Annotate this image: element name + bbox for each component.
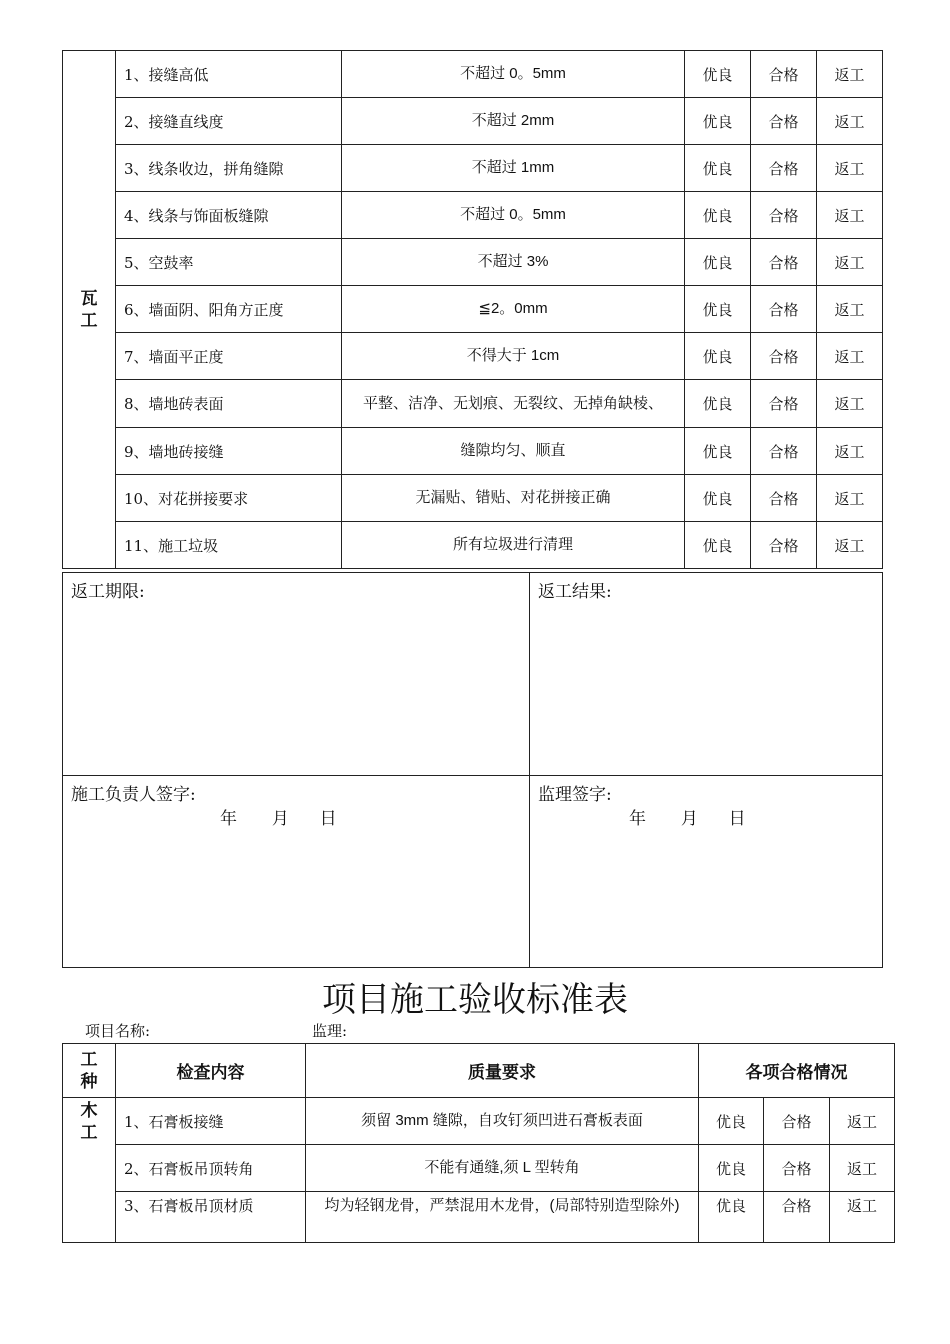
check-item: 6、墙面阴、阳角方正度 xyxy=(116,286,342,333)
quality-requirement: 不超过 3% xyxy=(342,239,685,286)
grade-rework[interactable]: 返工 xyxy=(830,1098,895,1145)
table-row xyxy=(63,98,883,145)
grade-rework[interactable]: 返工 xyxy=(817,428,883,475)
table-row xyxy=(63,333,883,380)
grade-excellent[interactable]: 优良 xyxy=(699,1192,764,1243)
construction-date xyxy=(220,804,337,829)
day-label: 日 xyxy=(319,809,337,829)
trade-label: 木工 xyxy=(63,1098,116,1243)
check-item: 3、线条收边，拼角缝隙 xyxy=(116,145,342,192)
grade-excellent[interactable]: 优良 xyxy=(699,1098,764,1145)
table-row xyxy=(63,475,883,522)
grade-rework[interactable]: 返工 xyxy=(830,1145,895,1192)
quality-requirement: 无漏贴、错贴、对花拼接正确 xyxy=(342,475,685,522)
year-label: 年 xyxy=(629,809,646,829)
check-item: 10、对花拼接要求 xyxy=(116,475,342,522)
grade-rework[interactable]: 返工 xyxy=(817,98,883,145)
header-quality: 质量要求 xyxy=(306,1044,699,1098)
grade-excellent[interactable]: 优良 xyxy=(685,51,751,98)
check-item: 7、墙面平正度 xyxy=(116,333,342,380)
rework-deadline-label: 返工期限: xyxy=(63,573,530,776)
supervisor-sign-cell xyxy=(530,776,883,968)
construction-sign-cell xyxy=(63,776,530,968)
header-status: 各项合格情况 xyxy=(699,1044,895,1098)
table-row xyxy=(63,1145,895,1192)
quality-requirement: 不能有通缝,须 L 型转角 xyxy=(306,1145,699,1192)
quality-requirement: 均为轻钢龙骨，严禁混用木龙骨，(局部特别造型除外) xyxy=(306,1192,699,1243)
table-row xyxy=(63,1098,895,1145)
grade-rework[interactable]: 返工 xyxy=(817,333,883,380)
header-content: 检查内容 xyxy=(116,1044,306,1098)
month-label: 月 xyxy=(271,809,289,829)
quality-requirement: 不超过 2mm xyxy=(342,98,685,145)
grade-excellent[interactable]: 优良 xyxy=(685,380,751,428)
check-item: 2、接缝直线度 xyxy=(116,98,342,145)
table-row xyxy=(63,380,883,428)
trade-label: 瓦工 xyxy=(63,51,116,569)
grade-excellent[interactable]: 优良 xyxy=(685,286,751,333)
grade-pass[interactable]: 合格 xyxy=(751,192,817,239)
table-row xyxy=(63,522,883,569)
quality-requirement: 所有垃圾进行清理 xyxy=(342,522,685,569)
check-item: 11、施工垃圾 xyxy=(116,522,342,569)
supervisor-sign-label: 监理签字: xyxy=(538,785,612,805)
grade-pass[interactable]: 合格 xyxy=(751,333,817,380)
grade-excellent[interactable]: 优良 xyxy=(685,333,751,380)
grade-rework[interactable]: 返工 xyxy=(817,522,883,569)
grade-excellent[interactable]: 优良 xyxy=(685,98,751,145)
grade-rework[interactable]: 返工 xyxy=(817,286,883,333)
supervisor-date xyxy=(629,804,746,829)
grade-rework[interactable]: 返工 xyxy=(817,239,883,286)
grade-pass[interactable]: 合格 xyxy=(751,380,817,428)
grade-rework[interactable]: 返工 xyxy=(817,145,883,192)
check-item: 9、墙地砖接缝 xyxy=(116,428,342,475)
grade-rework[interactable]: 返工 xyxy=(830,1192,895,1243)
grade-rework[interactable]: 返工 xyxy=(817,475,883,522)
check-item: 1、石膏板接缝 xyxy=(116,1098,306,1145)
check-item: 3、石膏板吊顶材质 xyxy=(116,1192,306,1243)
grade-pass[interactable]: 合格 xyxy=(751,239,817,286)
grade-excellent[interactable]: 优良 xyxy=(685,428,751,475)
quality-requirement: 不得大于 1cm xyxy=(342,333,685,380)
grade-pass[interactable]: 合格 xyxy=(751,51,817,98)
table-row xyxy=(63,286,883,333)
quality-requirement: 须留 3mm 缝隙，自攻钉须凹进石膏板表面 xyxy=(306,1098,699,1145)
grade-excellent[interactable]: 优良 xyxy=(685,239,751,286)
grade-pass[interactable]: 合格 xyxy=(751,286,817,333)
supervisor-label: 监理: xyxy=(312,1022,348,1040)
grade-pass[interactable]: 合格 xyxy=(751,145,817,192)
grade-pass[interactable]: 合格 xyxy=(764,1192,830,1243)
quality-requirement: 不超过 0。5mm xyxy=(342,51,685,98)
table-row xyxy=(63,1192,895,1243)
table-row xyxy=(63,145,883,192)
rework-result-label: 返工结果: xyxy=(530,573,883,776)
form-title: 项目施工验收标准表 xyxy=(322,980,628,1020)
table-row xyxy=(63,239,883,286)
check-item: 2、石膏板吊顶转角 xyxy=(116,1145,306,1192)
grade-pass[interactable]: 合格 xyxy=(764,1145,830,1192)
grade-rework[interactable]: 返工 xyxy=(817,51,883,98)
table-row xyxy=(63,192,883,239)
check-item: 8、墙地砖表面 xyxy=(116,380,342,428)
grade-excellent[interactable]: 优良 xyxy=(685,522,751,569)
grade-excellent[interactable]: 优良 xyxy=(685,475,751,522)
grade-excellent[interactable]: 优良 xyxy=(685,192,751,239)
quality-requirement: ≦2。0mm xyxy=(342,286,685,333)
quality-requirement: 平整、洁净、无划痕、无裂纹、无掉角缺棱、 xyxy=(342,380,685,428)
grade-rework[interactable]: 返工 xyxy=(817,380,883,428)
project-name-label: 项目名称: xyxy=(85,1022,151,1040)
signoff-table xyxy=(62,572,883,968)
quality-requirement: 缝隙均匀、顺直 xyxy=(342,428,685,475)
quality-requirement: 不超过 0。5mm xyxy=(342,192,685,239)
header-trade: 工种 xyxy=(63,1044,116,1098)
construction-sign-label: 施工负责人签字: xyxy=(71,785,196,805)
grade-excellent[interactable]: 优良 xyxy=(685,145,751,192)
grade-pass[interactable]: 合格 xyxy=(751,522,817,569)
grade-pass[interactable]: 合格 xyxy=(751,428,817,475)
grade-rework[interactable]: 返工 xyxy=(817,192,883,239)
grade-pass[interactable]: 合格 xyxy=(751,475,817,522)
table-row xyxy=(63,51,883,98)
carpentry-table xyxy=(62,1043,895,1243)
grade-pass[interactable]: 合格 xyxy=(764,1098,830,1145)
month-label: 月 xyxy=(680,809,698,829)
tile-work-table xyxy=(62,50,883,569)
check-item: 5、空鼓率 xyxy=(116,239,342,286)
grade-pass[interactable]: 合格 xyxy=(751,98,817,145)
check-item: 4、线条与饰面板缝隙 xyxy=(116,192,342,239)
check-item: 1、接缝高低 xyxy=(116,51,342,98)
day-label: 日 xyxy=(728,809,746,829)
grade-excellent[interactable]: 优良 xyxy=(699,1145,764,1192)
table-row xyxy=(63,428,883,475)
quality-requirement: 不超过 1mm xyxy=(342,145,685,192)
year-label: 年 xyxy=(220,809,237,829)
